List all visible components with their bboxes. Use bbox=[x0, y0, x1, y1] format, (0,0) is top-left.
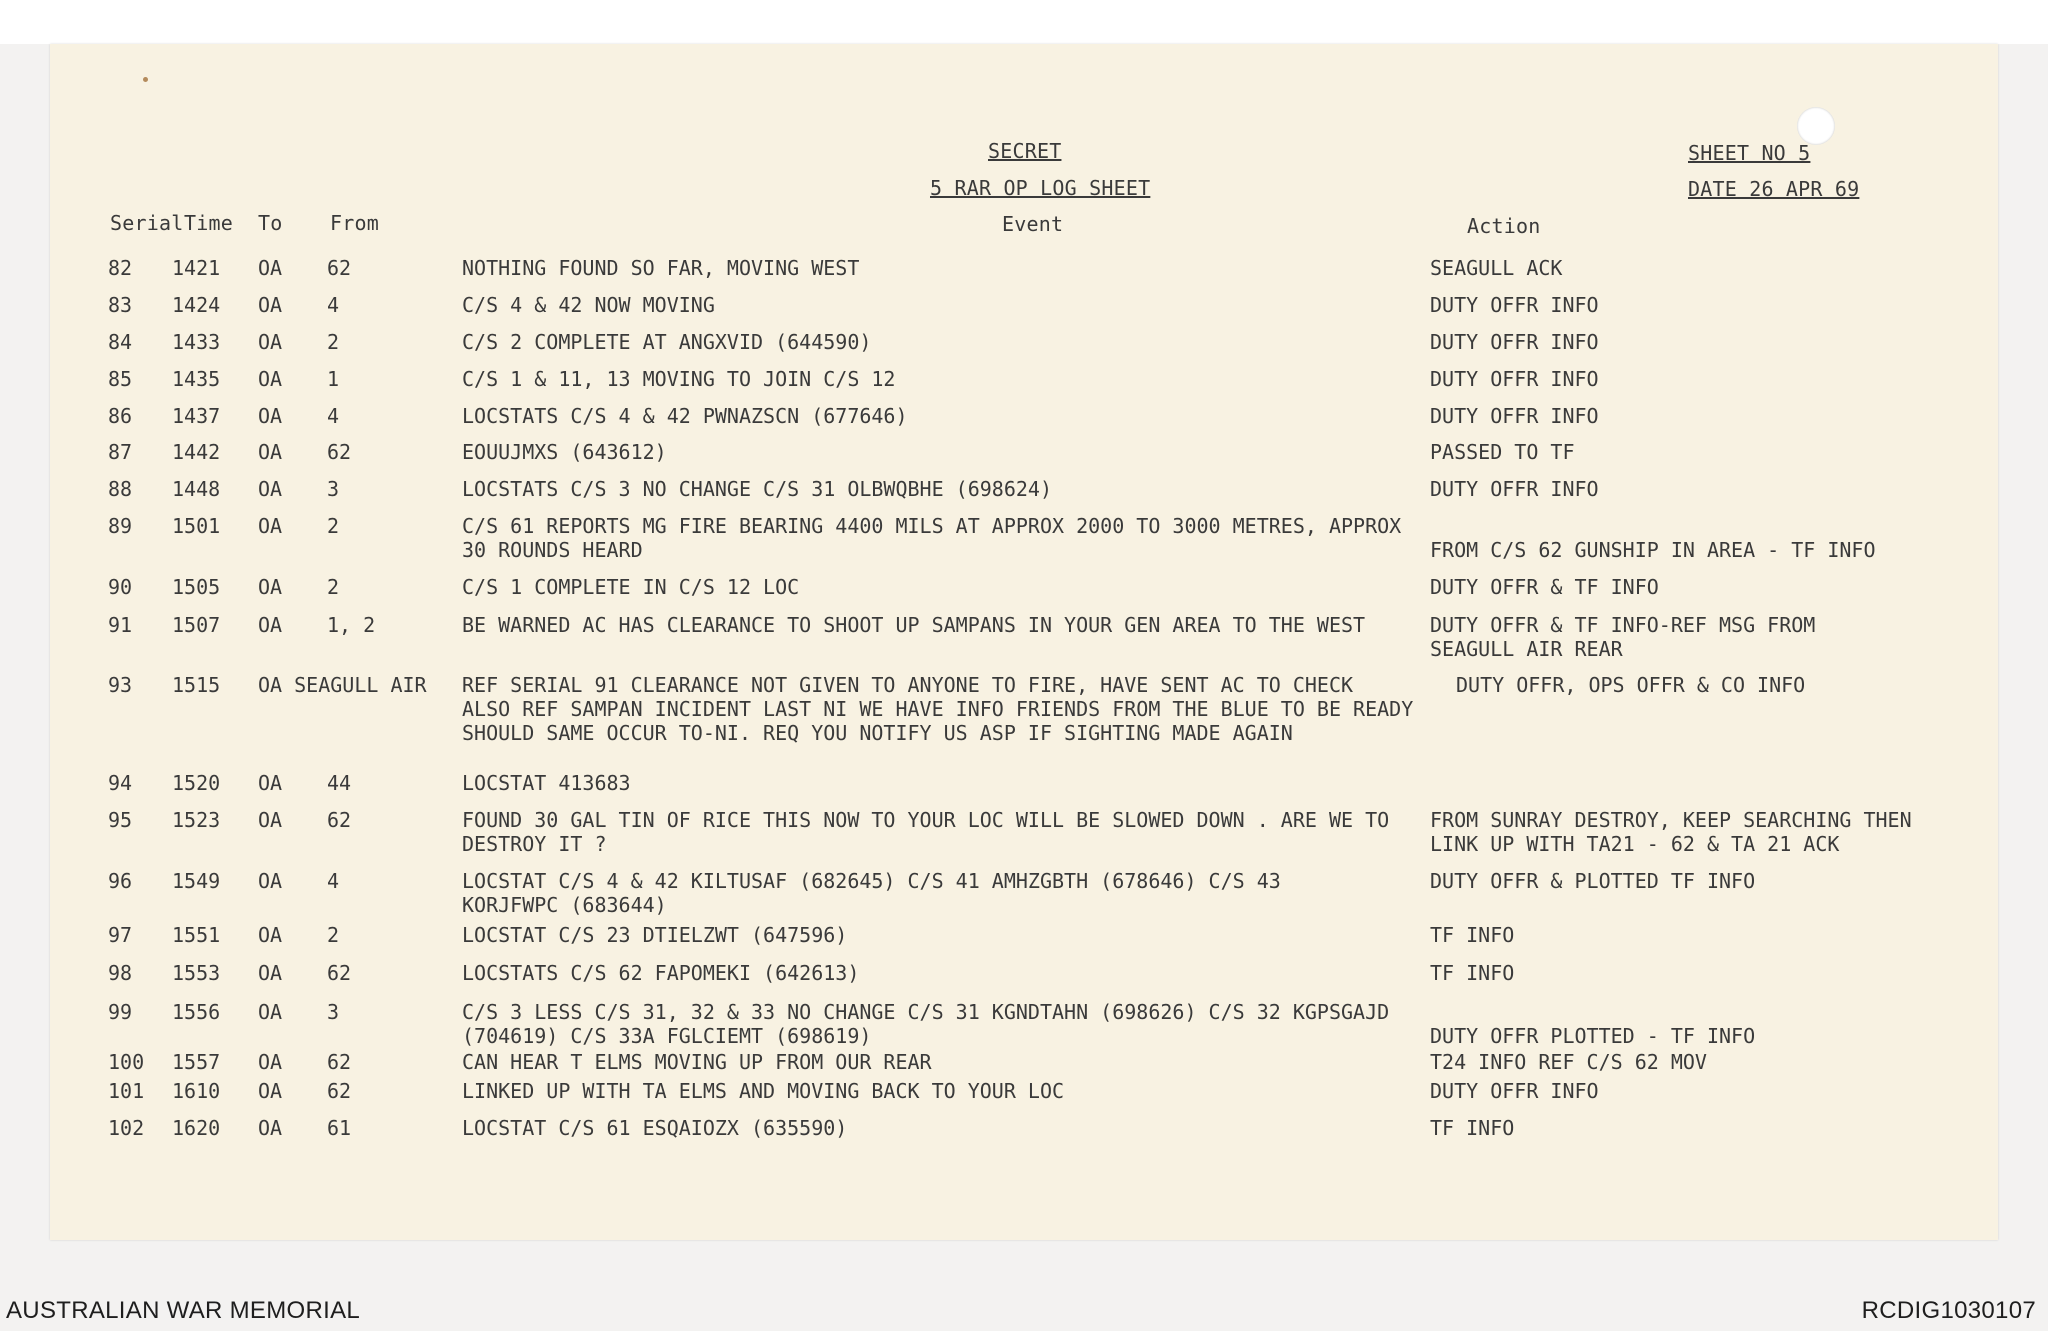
row-from: 2 bbox=[327, 575, 340, 599]
row-event-line: LOCSTATS C/S 4 & 42 PWNAZSCN (677646) bbox=[462, 404, 908, 428]
row-action-line: DUTY OFFR INFO bbox=[1430, 404, 1599, 428]
row-event-line: C/S 4 & 42 NOW MOVING bbox=[462, 293, 715, 317]
row-action bbox=[1430, 1000, 1990, 1048]
row-event-line: LOCSTATS C/S 3 NO CHANGE C/S 31 OLBWQBHE (698624) bbox=[462, 477, 1053, 501]
row-time: 1442 bbox=[172, 440, 221, 464]
row-time: 1507 bbox=[172, 613, 221, 637]
row-to: OA bbox=[258, 1079, 283, 1103]
row-event-line: EOUUJMXS (643612) bbox=[462, 440, 667, 464]
row-action-line: DUTY OFFR INFO bbox=[1430, 330, 1599, 354]
row-serial: 98 bbox=[108, 961, 133, 985]
row-event-line: ALSO REF SAMPAN INCIDENT LAST NI WE HAVE INFO FRIENDS FROM THE BLUE TO BE READY bbox=[462, 697, 1414, 721]
row-action bbox=[1430, 1116, 1990, 1140]
row-serial: 102 bbox=[108, 1116, 145, 1140]
sheet-title: 5 RAR OP LOG SHEET bbox=[930, 176, 1151, 200]
row-to: OA bbox=[258, 1050, 283, 1074]
row-serial: 90 bbox=[108, 575, 133, 599]
row-event-line: BE WARNED AC HAS CLEARANCE TO SHOOT UP SAMPANS IN YOUR GEN AREA TO THE WEST bbox=[462, 613, 1366, 637]
row-action-line: TF INFO bbox=[1430, 923, 1515, 947]
row-event-line: C/S 1 & 11, 13 MOVING TO JOIN C/S 12 bbox=[462, 367, 896, 391]
row-event bbox=[462, 440, 1432, 464]
row-from: 4 bbox=[327, 293, 340, 317]
row-to: OA bbox=[258, 330, 283, 354]
row-serial: 97 bbox=[108, 923, 133, 947]
row-to: OA SEAGULL AIR bbox=[258, 673, 427, 697]
row-time: 1424 bbox=[172, 293, 221, 317]
row-event-line: LOCSTAT 413683 bbox=[462, 771, 631, 795]
col-header-serial: Serial bbox=[110, 211, 184, 235]
row-event bbox=[462, 575, 1432, 599]
row-event-line: C/S 61 REPORTS MG FIRE BEARING 4400 MILS AT APPROX 2000 TO 3000 METRES, APPROX bbox=[462, 514, 1402, 538]
row-serial: 96 bbox=[108, 869, 133, 893]
row-from: 62 bbox=[327, 1079, 352, 1103]
row-event-line: LOCSTAT C/S 23 DTIELZWT (647596) bbox=[462, 923, 848, 947]
row-from: 1 bbox=[327, 367, 340, 391]
row-action-line: SEAGULL ACK bbox=[1430, 256, 1563, 280]
classification-heading: SECRET bbox=[988, 139, 1062, 163]
row-serial: 82 bbox=[108, 256, 133, 280]
row-action bbox=[1430, 440, 1990, 464]
row-event-line: (704619) C/S 33A FGLCIEMT (698619) bbox=[462, 1024, 872, 1048]
row-to: OA bbox=[258, 613, 283, 637]
row-event bbox=[462, 477, 1432, 501]
row-event bbox=[462, 330, 1432, 354]
row-event bbox=[462, 1116, 1432, 1140]
row-to: OA bbox=[258, 514, 283, 538]
row-action-line bbox=[1430, 514, 1990, 538]
row-event-line: FOUND 30 GAL TIN OF RICE THIS NOW TO YOUR LOC WILL BE SLOWED DOWN . ARE WE TO bbox=[462, 808, 1390, 832]
row-time: 1421 bbox=[172, 256, 221, 280]
row-event bbox=[462, 1000, 1432, 1048]
row-serial: 87 bbox=[108, 440, 133, 464]
row-to: OA bbox=[258, 923, 283, 947]
row-action-line: DUTY OFFR & TF INFO bbox=[1430, 575, 1659, 599]
row-from: 2 bbox=[327, 923, 340, 947]
col-header-action: Action bbox=[1467, 214, 1541, 238]
row-action bbox=[1430, 869, 1990, 893]
row-to: OA bbox=[258, 367, 283, 391]
row-event bbox=[462, 1079, 1432, 1103]
row-event bbox=[462, 514, 1432, 562]
row-time: 1551 bbox=[172, 923, 221, 947]
row-from: 4 bbox=[327, 869, 340, 893]
row-action-line: DUTY OFFR INFO bbox=[1430, 367, 1599, 391]
row-time: 1553 bbox=[172, 961, 221, 985]
row-action bbox=[1430, 961, 1990, 985]
row-time: 1610 bbox=[172, 1079, 221, 1103]
row-action-line: DUTY OFFR, OPS OFFR & CO INFO bbox=[1456, 673, 1806, 697]
row-event-line: KORJFWPC (683644) bbox=[462, 893, 667, 917]
col-header-time: Time bbox=[184, 211, 233, 235]
row-serial: 93 bbox=[108, 673, 133, 697]
row-from: 2 bbox=[327, 330, 340, 354]
row-to: OA bbox=[258, 961, 283, 985]
row-to: OA bbox=[258, 440, 283, 464]
row-time: 1620 bbox=[172, 1116, 221, 1140]
row-time: 1505 bbox=[172, 575, 221, 599]
row-action bbox=[1430, 367, 1990, 391]
row-action-line: PASSED TO TF bbox=[1430, 440, 1575, 464]
row-from: 62 bbox=[327, 808, 352, 832]
footer-record-id: RCDIG1030107 bbox=[1861, 1297, 2036, 1324]
row-from: 62 bbox=[327, 961, 352, 985]
row-event-line: LINKED UP WITH TA ELMS AND MOVING BACK TO YOUR LOC bbox=[462, 1079, 1065, 1103]
row-serial: 84 bbox=[108, 330, 133, 354]
row-action-line: TF INFO bbox=[1430, 1116, 1515, 1140]
row-from: 62 bbox=[327, 1050, 352, 1074]
row-from: 62 bbox=[327, 440, 352, 464]
row-action bbox=[1430, 1050, 1990, 1074]
row-event bbox=[462, 367, 1432, 391]
row-event bbox=[462, 923, 1432, 947]
row-to: OA bbox=[258, 293, 283, 317]
row-to: OA bbox=[258, 1000, 283, 1024]
row-event-line: 30 ROUNDS HEARD bbox=[462, 538, 643, 562]
row-event bbox=[462, 293, 1432, 317]
row-action-line: LINK UP WITH TA21 - 62 & TA 21 ACK bbox=[1430, 832, 1840, 856]
row-to: OA bbox=[258, 771, 283, 795]
row-event-line: REF SERIAL 91 CLEARANCE NOT GIVEN TO ANYONE TO FIRE, HAVE SENT AC TO CHECK bbox=[462, 673, 1354, 697]
row-action-line: DUTY OFFR PLOTTED - TF INFO bbox=[1430, 1024, 1756, 1048]
row-action bbox=[1430, 1079, 1990, 1103]
row-event-line: C/S 3 LESS C/S 31, 32 & 33 NO CHANGE C/S 31 KGNDTAHN (698626) C/S 32 KGPSGAJD bbox=[462, 1000, 1390, 1024]
row-to: OA bbox=[258, 256, 283, 280]
row-from: 3 bbox=[327, 477, 340, 501]
row-serial: 91 bbox=[108, 613, 133, 637]
row-event-line: C/S 1 COMPLETE IN C/S 12 LOC bbox=[462, 575, 800, 599]
row-action-line: DUTY OFFR INFO bbox=[1430, 293, 1599, 317]
row-serial: 85 bbox=[108, 367, 133, 391]
row-action bbox=[1430, 330, 1990, 354]
row-action-line: DUTY OFFR & TF INFO-REF MSG FROM bbox=[1430, 613, 1816, 637]
row-event-line: LOCSTAT C/S 4 & 42 KILTUSAF (682645) C/S 41 AMHZGBTH (678646) C/S 43 bbox=[462, 869, 1281, 893]
row-to: OA bbox=[258, 477, 283, 501]
row-from: 62 bbox=[327, 256, 352, 280]
row-event-line: LOCSTAT C/S 61 ESQAIOZX (635590) bbox=[462, 1116, 848, 1140]
row-time: 1515 bbox=[172, 673, 221, 697]
row-action-line: FROM SUNRAY DESTROY, KEEP SEARCHING THEN bbox=[1430, 808, 1912, 832]
row-action bbox=[1430, 293, 1990, 317]
row-serial: 99 bbox=[108, 1000, 133, 1024]
row-time: 1520 bbox=[172, 771, 221, 795]
sheet-number: SHEET NO 5 bbox=[1688, 141, 1811, 165]
row-action bbox=[1430, 404, 1990, 428]
row-from: 44 bbox=[327, 771, 352, 795]
footer-archive-name: AUSTRALIAN WAR MEMORIAL bbox=[6, 1297, 361, 1324]
row-time: 1448 bbox=[172, 477, 221, 501]
row-serial: 89 bbox=[108, 514, 133, 538]
row-time: 1549 bbox=[172, 869, 221, 893]
row-serial: 83 bbox=[108, 293, 133, 317]
row-time: 1557 bbox=[172, 1050, 221, 1074]
row-action-line: DUTY OFFR INFO bbox=[1430, 1079, 1599, 1103]
paper-mark bbox=[143, 77, 148, 82]
row-event bbox=[462, 869, 1432, 917]
row-event bbox=[462, 256, 1432, 280]
row-event bbox=[462, 673, 1432, 745]
row-action bbox=[1430, 613, 1990, 661]
row-to: OA bbox=[258, 404, 283, 428]
row-event-line: DESTROY IT ? bbox=[462, 832, 607, 856]
row-action-line: FROM C/S 62 GUNSHIP IN AREA - TF INFO bbox=[1430, 538, 1876, 562]
row-serial: 94 bbox=[108, 771, 133, 795]
col-header-from: From bbox=[330, 211, 379, 235]
row-serial: 86 bbox=[108, 404, 133, 428]
row-event bbox=[462, 1050, 1432, 1074]
row-event bbox=[462, 808, 1432, 856]
row-action bbox=[1430, 575, 1990, 599]
row-event bbox=[462, 404, 1432, 428]
top-margin bbox=[0, 0, 2048, 44]
row-serial: 101 bbox=[108, 1079, 145, 1103]
row-time: 1435 bbox=[172, 367, 221, 391]
row-event-line: C/S 2 COMPLETE AT ANGXVID (644590) bbox=[462, 330, 872, 354]
row-event bbox=[462, 961, 1432, 985]
row-action bbox=[1430, 923, 1990, 947]
row-to: OA bbox=[258, 1116, 283, 1140]
col-header-to: To bbox=[258, 211, 283, 235]
row-serial: 88 bbox=[108, 477, 133, 501]
row-time: 1437 bbox=[172, 404, 221, 428]
row-action-line: DUTY OFFR & PLOTTED TF INFO bbox=[1430, 869, 1756, 893]
row-event-line: NOTHING FOUND SO FAR, MOVING WEST bbox=[462, 256, 860, 280]
sheet-date: DATE 26 APR 69 bbox=[1688, 177, 1860, 201]
row-action bbox=[1430, 514, 1990, 562]
row-to: OA bbox=[258, 869, 283, 893]
punch-hole bbox=[1797, 107, 1835, 145]
row-serial: 95 bbox=[108, 808, 133, 832]
row-action-line: DUTY OFFR INFO bbox=[1430, 477, 1599, 501]
row-event-line: CAN HEAR T ELMS MOVING UP FROM OUR REAR bbox=[462, 1050, 932, 1074]
row-to: OA bbox=[258, 808, 283, 832]
col-header-event: Event bbox=[1002, 212, 1064, 236]
row-action-line bbox=[1430, 771, 1990, 795]
row-time: 1501 bbox=[172, 514, 221, 538]
row-action bbox=[1430, 477, 1990, 501]
row-action-line: T24 INFO REF C/S 62 MOV bbox=[1430, 1050, 1707, 1074]
row-to: OA bbox=[258, 575, 283, 599]
row-serial: 100 bbox=[108, 1050, 145, 1074]
row-time: 1556 bbox=[172, 1000, 221, 1024]
row-time: 1523 bbox=[172, 808, 221, 832]
row-event bbox=[462, 613, 1432, 637]
row-from: 61 bbox=[327, 1116, 352, 1140]
row-action bbox=[1430, 808, 1990, 856]
row-event bbox=[462, 771, 1432, 795]
row-action-line: TF INFO bbox=[1430, 961, 1515, 985]
row-time: 1433 bbox=[172, 330, 221, 354]
row-event-line: SHOULD SAME OCCUR TO-NI. REQ YOU NOTIFY US ASP IF SIGHTING MADE AGAIN bbox=[462, 721, 1293, 745]
row-event-line: LOCSTATS C/S 62 FAPOMEKI (642613) bbox=[462, 961, 860, 985]
row-action bbox=[1430, 771, 1990, 795]
row-action-line bbox=[1430, 1000, 1990, 1024]
row-from: 4 bbox=[327, 404, 340, 428]
row-from: 3 bbox=[327, 1000, 340, 1024]
row-from: 2 bbox=[327, 514, 340, 538]
row-action bbox=[1430, 256, 1990, 280]
row-action-line: SEAGULL AIR REAR bbox=[1430, 637, 1623, 661]
row-action bbox=[1456, 673, 2016, 697]
row-from: 1, 2 bbox=[327, 613, 376, 637]
